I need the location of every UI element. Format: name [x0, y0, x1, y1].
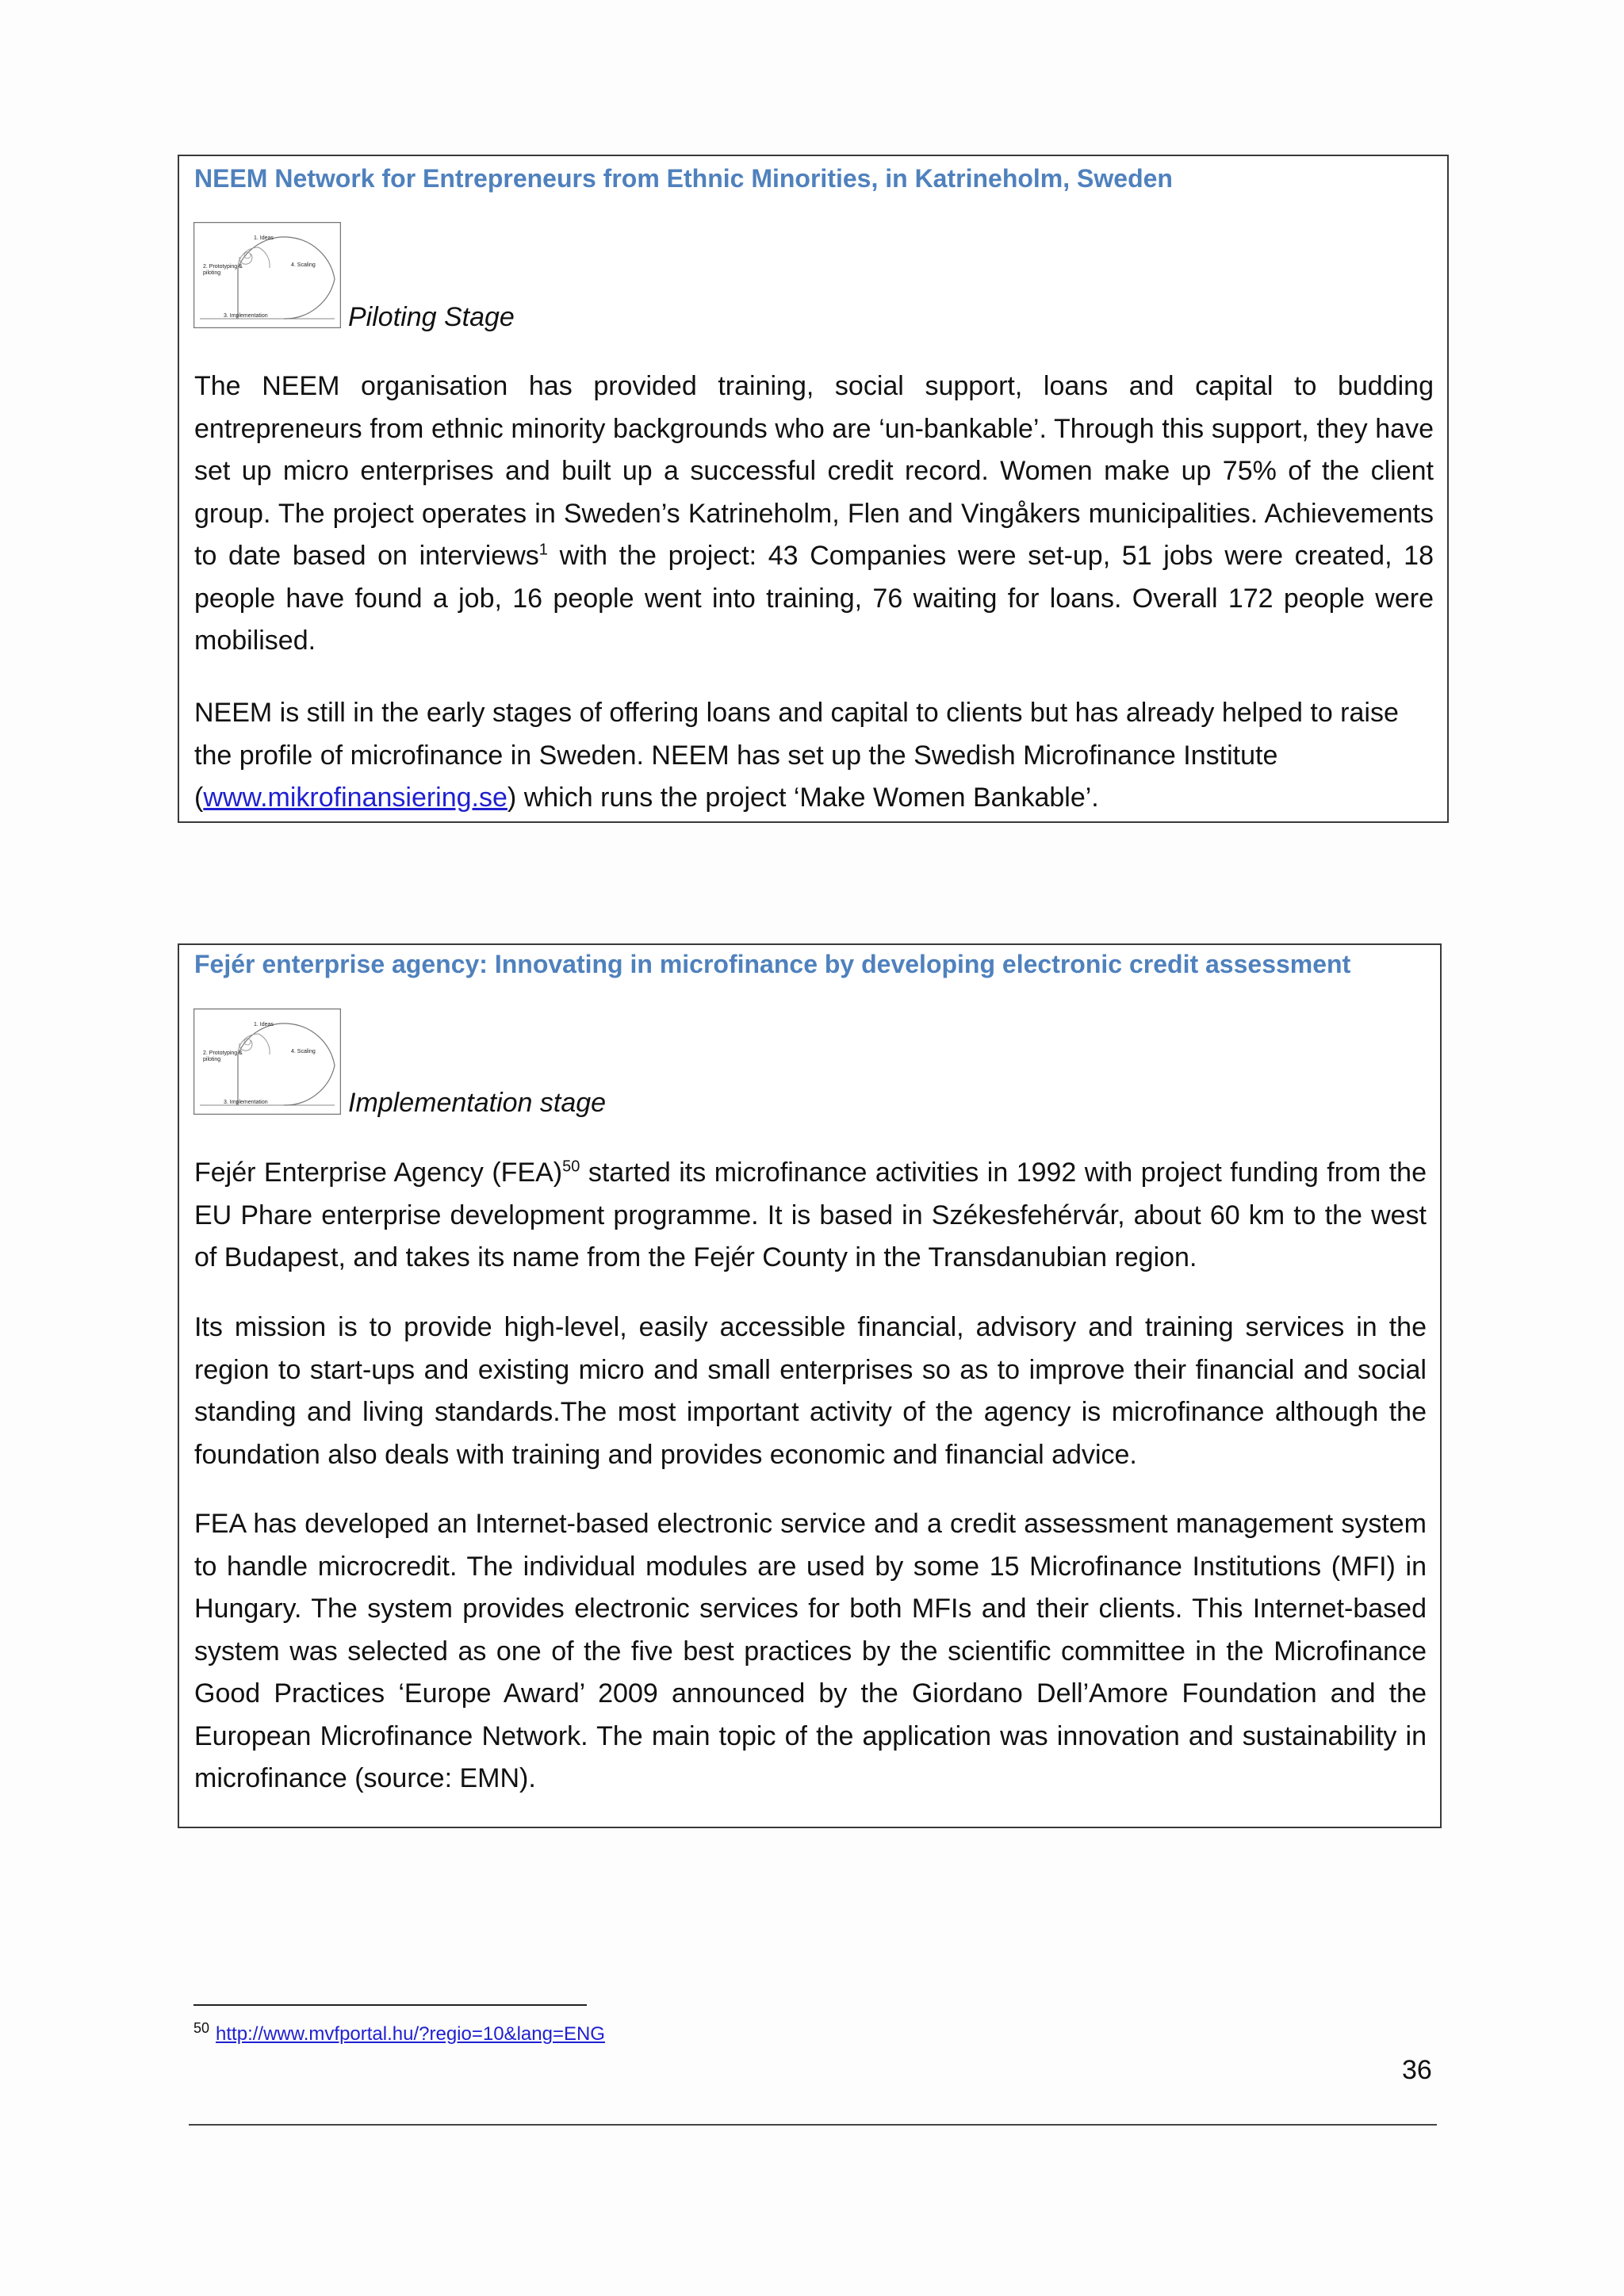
innovation-spiral-diagram — [193, 222, 341, 328]
case-study-title: NEEM Network for Entrepreneurs from Ethnic Minorities, in Katrineholm, Sweden — [194, 164, 1173, 193]
footnote-link[interactable]: http://www.mvfportal.hu/?regio=10&lang=ENG — [216, 2023, 605, 2045]
diagram-label-ideas: 1. Ideas — [254, 235, 274, 241]
diagram-label-implementation: 3. Implementation — [224, 1100, 268, 1105]
footnote-number: 50 — [193, 2020, 210, 2036]
body-paragraph: Fejér Enterprise Agency (FEA)$^{50}$ started its microfinance activities in 1992 with project funding from the EU Phare enterprise development programme. It is based in Székesfehérvár, about 60 km to the west of Budapest, and takes its name from the Fejér County in the Transdanubian region. — [194, 1158, 1427, 1272]
diagram-label-scaling: 4. Scaling — [291, 1049, 316, 1054]
stage-label: Piloting Stage — [348, 302, 515, 332]
diagram-label-scaling: 4. Scaling — [291, 262, 316, 268]
diagram-label-prototyping: 2. Prototyping & — [203, 1050, 243, 1056]
footnote-separator — [193, 2004, 587, 2006]
footer-divider — [189, 2124, 1437, 2126]
case-study-box-neem — [178, 155, 1449, 823]
diagram-label-piloting: piloting — [203, 270, 221, 276]
footnote — [193, 2020, 605, 2045]
body-paragraph: The NEEM organisation has provided training, social support, loans and capital to budding entrepreneurs from ethnic minority backgrounds who are ‘un-bankable’. Through this support, they have set up micro enterprises and built up a successful credit record. Women make up 75% of the client group. The project operates in Sweden’s Katrineholm, Flen and Vingåkers municipalities. Achievements to date based on interviews$^1$ with the project: 43 Companies were set-up, 51 jobs were created, 18 people have found a job, 16 people went into training, 76 waiting for loans. Overall 172 people were mobilised. — [194, 371, 1434, 656]
body-paragraph: Its mission is to provide high-level, easily accessible financial, advisory and training services in the region to start-ups and existing micro and small enterprises so as to improve their financial and social standing and living standards.The most important activity of the agency is microfinance although the foundation also deals with training and provides economic and financial advice. — [194, 1312, 1427, 1470]
innovation-spiral-diagram — [193, 1008, 341, 1115]
page-number: 36 — [1402, 2055, 1432, 2085]
body-paragraph: FEA has developed an Internet-based electronic service and a credit assessment management system to handle microcredit. The individual modules are used by some 15 Microfinance Institutions (MFI) in Hungary. The system provides electronic services for both MFIs and their clients. This Internet-based system was selected as one of the five best practices by the scientific committee in the Microfinance Good Practices ‘Europe Award’ 2009 announced by the Giordano Dell’Amore Foundation and the European Microfinance Network. The main topic of the application was innovation and sustainability in microfinance (source: EMN). — [194, 1509, 1427, 1793]
case-study-box-fejer — [178, 943, 1442, 1828]
diagram-label-implementation: 3. Implementation — [224, 313, 268, 319]
stage-label: Implementation stage — [348, 1088, 607, 1118]
diagram-label-ideas: 1. Ideas — [254, 1022, 274, 1027]
diagram-label-piloting: piloting — [203, 1057, 221, 1062]
body-paragraph: NEEM is still in the early stages of offering loans and capital to clients but has already helped to raise the profile of microfinance in Sweden. NEEM has set up the Swedish Microfinance Institute (www.mikrofinansiering.se) which runs the project ‘Make Women Bankable’. — [194, 698, 1399, 813]
case-study-title: Fejér enterprise agency: Innovating in microfinance by developing electronic credit assessment — [194, 950, 1351, 978]
diagram-label-prototyping: 2. Prototyping & — [203, 264, 243, 270]
mikrofinansiering-link[interactable]: www.mikrofinansiering.se — [203, 783, 508, 813]
